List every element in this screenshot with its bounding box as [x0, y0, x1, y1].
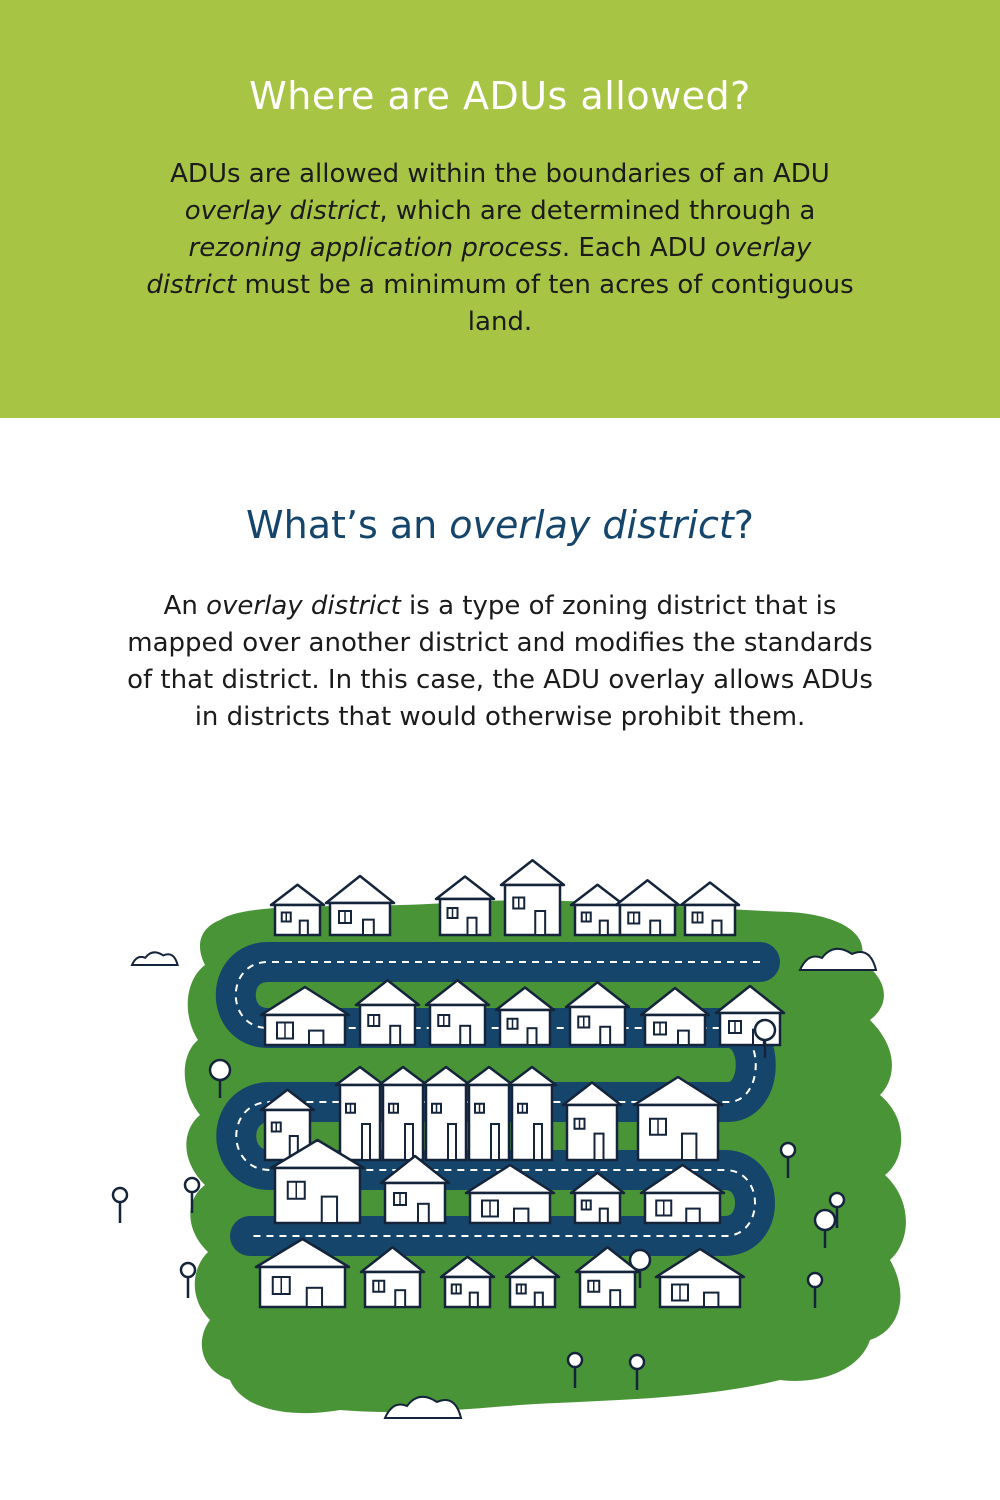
house-icon: [465, 1067, 513, 1160]
house-icon: [571, 885, 624, 935]
house-icon: [681, 883, 739, 936]
text-run: overlay district: [146, 233, 812, 300]
house-icon: [326, 876, 394, 935]
house-icon: [379, 1067, 427, 1160]
text-run: ADUs are allowed within the boundaries of an ADU: [170, 159, 830, 189]
neighborhood-overlay-illustration: [100, 840, 920, 1430]
house-icon: [501, 860, 564, 935]
house-icon: [508, 1067, 556, 1160]
cloud-icon: [132, 952, 178, 965]
tree-icon: [113, 1188, 127, 1223]
text-run: overlay district: [184, 196, 380, 226]
text-run: An: [163, 591, 207, 621]
section2-heading-pre: What’s an: [246, 503, 450, 547]
text-run: overlay district: [206, 591, 401, 621]
section1-paragraph: [140, 156, 860, 341]
house-icon: [436, 877, 494, 936]
text-run: is a type of zoning district that is mapped over another district and modifies the standards of that district. In this case, the ADU overlay allows ADUs in districts that would otherwise prohibit them.: [127, 591, 873, 732]
tree-icon: [181, 1263, 195, 1298]
house-icon: [336, 1067, 384, 1160]
house-icon: [616, 880, 679, 935]
section2-heading: [0, 503, 1000, 547]
text-run: , which are determined through a: [379, 196, 816, 226]
house-icon: [271, 885, 324, 935]
text-run: must be a minimum of ten acres of contiguous land.: [236, 270, 854, 337]
house-icon: [422, 1067, 470, 1160]
section2-heading-em: overlay district: [449, 503, 734, 547]
section2-heading-post: ?: [733, 503, 754, 547]
section2-paragraph: [120, 588, 880, 736]
text-run: . Each ADU: [561, 233, 715, 263]
text-run: rezoning application process: [188, 233, 562, 263]
section1-heading: Where are ADUs allowed?: [249, 74, 751, 118]
